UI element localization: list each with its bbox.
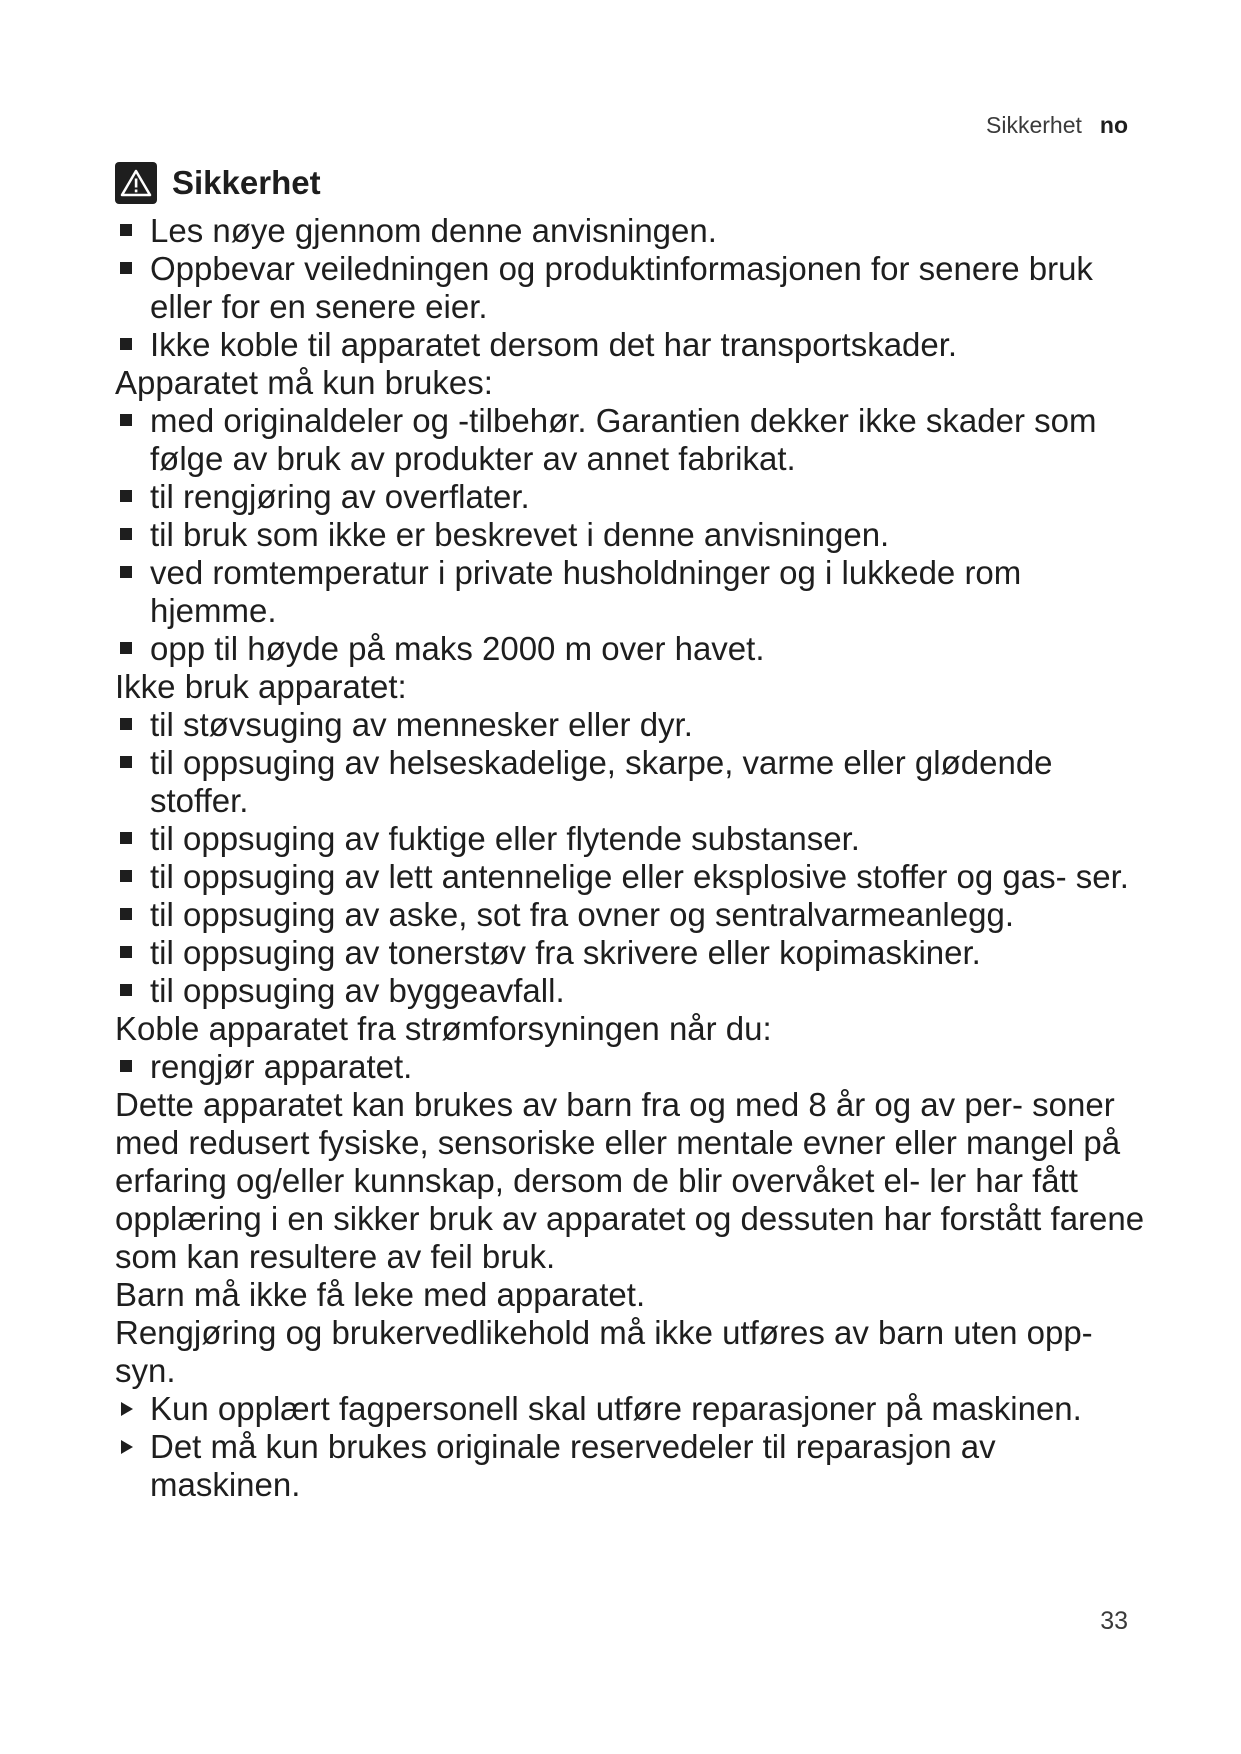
bullet-item <box>115 326 1145 364</box>
block-text: til oppsuging av aske, sot fra ovner og sentralvarmeanlegg. <box>150 896 1014 933</box>
bullet-item <box>115 706 1145 744</box>
instruction-item <box>115 1390 1145 1428</box>
page-number: 33 <box>1100 1607 1128 1635</box>
square-bullet-icon <box>120 528 132 540</box>
block-text: Ikke bruk apparatet: <box>115 668 407 705</box>
square-bullet-icon <box>120 490 132 502</box>
square-bullet-icon <box>120 756 132 768</box>
block-text: til oppsuging av lett antennelige eller eksplosive stoffer og gas- ser. <box>150 858 1129 895</box>
square-bullet-icon <box>120 338 132 350</box>
block-text: til oppsuging av byggeavfall. <box>150 972 565 1009</box>
section-title: Sikkerhet <box>172 164 321 201</box>
block-text: til oppsuging av tonerstøv fra skrivere eller kopimaskiner. <box>150 934 981 971</box>
bullet-item <box>115 1048 1145 1086</box>
square-bullet-icon <box>120 908 132 920</box>
square-bullet-icon <box>120 870 132 882</box>
block-text: Koble apparatet fra strømforsyningen når du: <box>115 1010 772 1047</box>
bullet-item <box>115 934 1145 972</box>
square-bullet-icon <box>120 642 132 654</box>
block-text: Apparatet må kun brukes: <box>115 364 493 401</box>
block-text: Ikke koble til apparatet dersom det har transportskader. <box>150 326 958 363</box>
block-text: til oppsuging av helseskadelige, skarpe, varme eller glødende stoffer. <box>150 744 1053 819</box>
square-bullet-icon <box>120 946 132 958</box>
warning-icon <box>115 162 157 204</box>
paragraph <box>115 668 1145 706</box>
paragraph <box>115 1314 1145 1390</box>
block-text: Barn må ikke få leke med apparatet. <box>115 1276 646 1313</box>
block-text: opp til høyde på maks 2000 m over havet. <box>150 630 765 667</box>
square-bullet-icon <box>120 262 132 274</box>
arrow-bullet-icon <box>121 1440 133 1454</box>
bullet-item <box>115 630 1145 668</box>
bullet-item <box>115 402 1145 478</box>
bullet-item <box>115 478 1145 516</box>
safety-text <box>115 212 1145 1504</box>
square-bullet-icon <box>120 566 132 578</box>
safety-section <box>115 160 1145 1504</box>
bullet-item <box>115 744 1145 820</box>
language-code: no <box>1099 112 1128 138</box>
running-header-section: Sikkerhet <box>986 112 1082 138</box>
bullet-item <box>115 516 1145 554</box>
block-text: Les nøye gjennom denne anvisningen. <box>150 212 717 249</box>
block-text: med originaldeler og -tilbehør. Garantien dekker ikke skader som følge av bruk av produkter av annet fabrikat. <box>150 402 1097 477</box>
block-text: Oppbevar veiledningen og produktinformasjonen for senere bruk eller for en senere eier. <box>150 250 1093 325</box>
block-text: Kun opplært fagpersonell skal utføre reparasjoner på maskinen. <box>150 1390 1082 1427</box>
block-text: ved romtemperatur i private husholdninger og i lukkede rom hjemme. <box>150 554 1022 629</box>
arrow-bullet-icon <box>121 1402 133 1416</box>
block-text: Rengjøring og brukervedlikehold må ikke utføres av barn uten opp- syn. <box>115 1314 1093 1389</box>
bullet-item <box>115 858 1145 896</box>
bullet-item <box>115 212 1145 250</box>
square-bullet-icon <box>120 1060 132 1072</box>
square-bullet-icon <box>120 414 132 426</box>
bullet-item <box>115 554 1145 630</box>
block-text: til støvsuging av mennesker eller dyr. <box>150 706 693 743</box>
running-header <box>986 112 1128 139</box>
paragraph <box>115 1086 1145 1276</box>
bullet-item <box>115 896 1145 934</box>
bullet-item <box>115 820 1145 858</box>
bullet-item <box>115 972 1145 1010</box>
paragraph <box>115 364 1145 402</box>
section-heading <box>115 160 1145 206</box>
square-bullet-icon <box>120 984 132 996</box>
square-bullet-icon <box>120 718 132 730</box>
block-text: til bruk som ikke er beskrevet i denne anvisningen. <box>150 516 890 553</box>
square-bullet-icon <box>120 832 132 844</box>
block-text: til oppsuging av fuktige eller flytende substanser. <box>150 820 860 857</box>
square-bullet-icon <box>120 224 132 236</box>
instruction-item <box>115 1428 1145 1504</box>
block-text: til rengjøring av overflater. <box>150 478 530 515</box>
block-text: Dette apparatet kan brukes av barn fra og med 8 år og av per- soner med redusert fysiske, sensoriske eller mentale evner eller mangel på erfaring og/eller kunnskap, dersom de blir overvåket el- ler har fått opplæring i en sikker bruk av apparatet og dessuten har forstått farene som kan resultere av feil bruk. <box>115 1086 1145 1275</box>
block-text: rengjør apparatet. <box>150 1048 413 1085</box>
paragraph <box>115 1010 1145 1048</box>
bullet-item <box>115 250 1145 326</box>
paragraph <box>115 1276 1145 1314</box>
block-text: Det må kun brukes originale reservedeler til reparasjon av maskinen. <box>150 1428 996 1503</box>
